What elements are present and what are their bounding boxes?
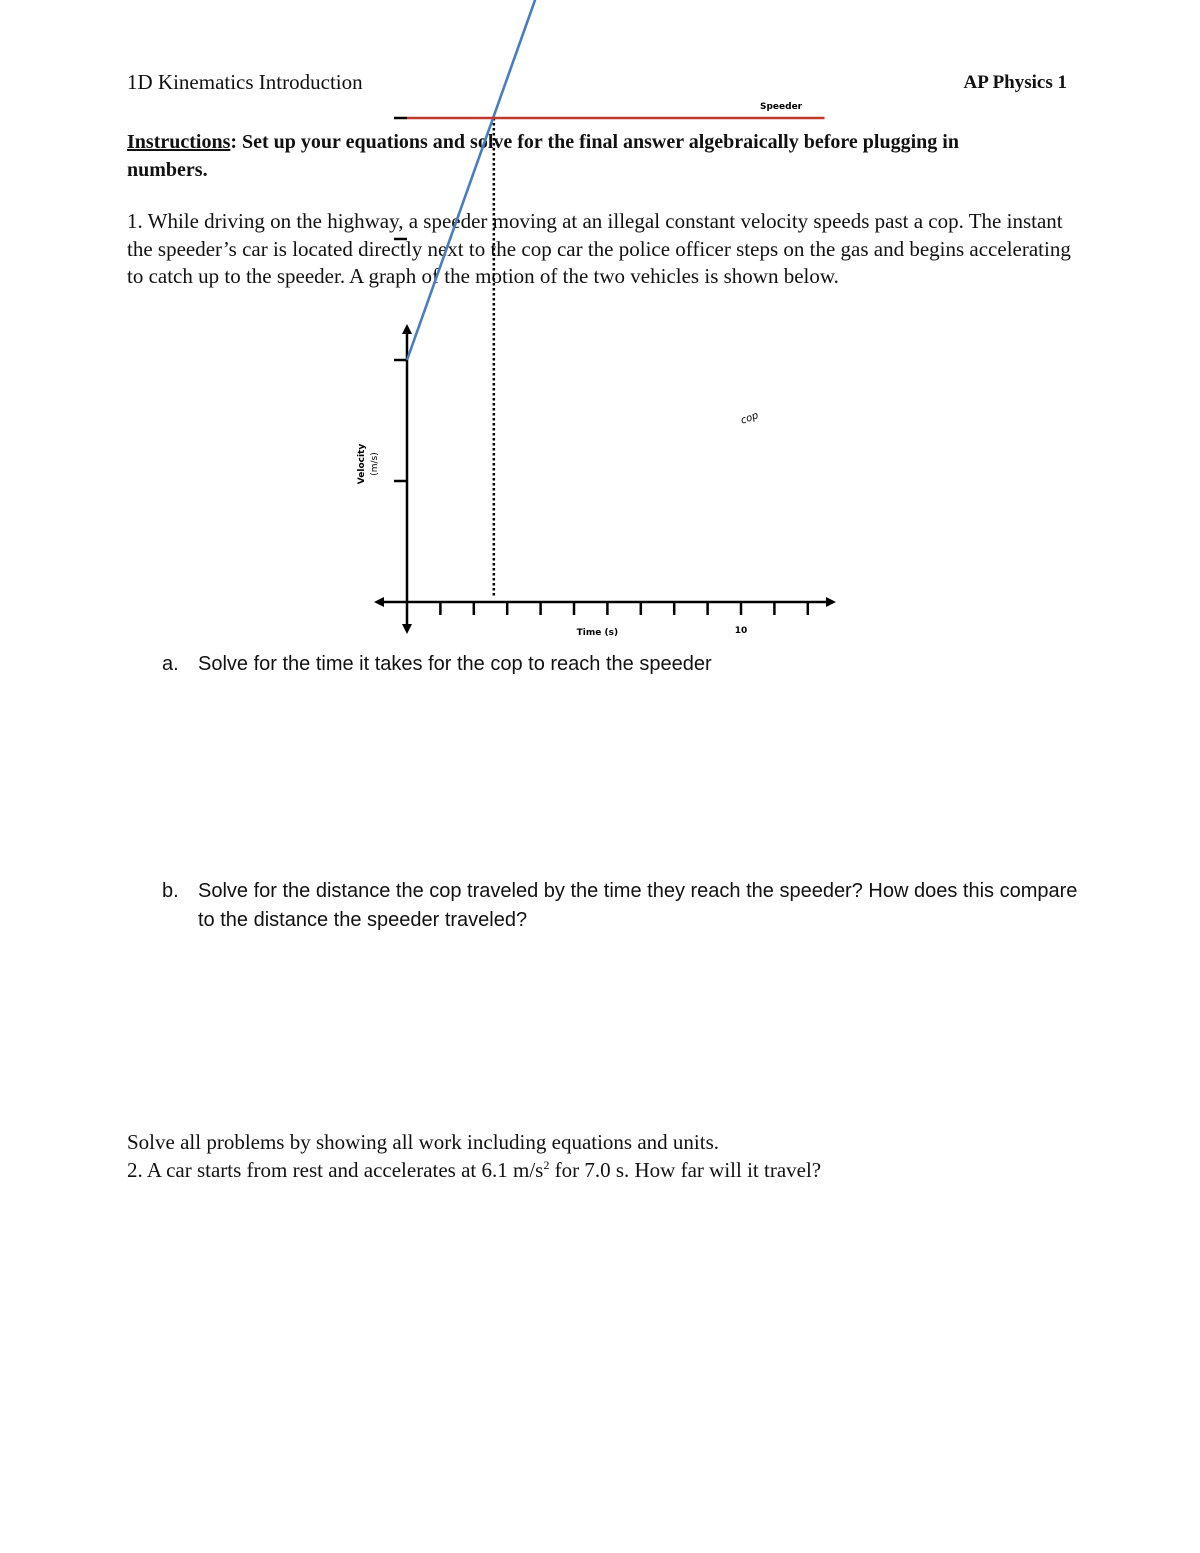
graph-ticks	[394, 0, 808, 615]
question-2-before: 2. A car starts from rest and accelerates at 6.1 m/s	[127, 1158, 544, 1182]
x-axis-arrow-right	[826, 597, 836, 607]
question-1-text: 1. While driving on the highway, a speeder moving at an illegal constant velocity speeds past a cop. The instant the speeder’s car is located directly next to the cop car the police officer steps on the gas and begins accelerating to catch up to the speeder. A graph of the motion of the two vehicles is shown below.	[127, 209, 1071, 288]
series-label-cop: cop	[739, 410, 761, 427]
instructions-label: Instructions	[127, 131, 231, 153]
graph-axes	[374, 324, 836, 634]
question-2-text	[127, 1156, 1087, 1184]
y-axis-label-line1: Velocity	[357, 443, 367, 485]
question-1a-text: Solve for the time it takes for the cop to reach the speeder	[198, 653, 712, 675]
graph-lines	[407, 0, 825, 598]
course-name: AP Physics 1	[963, 72, 1067, 93]
question-1b-text: Solve for the distance the cop traveled by the time they reach the speeder? How does this compare to the distance the speeder traveled?	[198, 880, 1078, 931]
y-axis-arrow-up	[402, 324, 412, 334]
series-label-speeder: Speeder	[760, 102, 803, 112]
instructions-text: : Set up your equations and solve for the final answer algebraically before plugging in numbers.	[127, 131, 959, 181]
question-1a-letter: a.	[162, 653, 179, 675]
question-1b-letter: b.	[162, 880, 179, 902]
question-1b	[162, 877, 1082, 937]
graph-labels	[357, 0, 803, 638]
x-tick-label: 10	[734, 626, 748, 636]
question-1a	[162, 650, 1082, 680]
y-axis-label-line2: (m/s)	[370, 452, 380, 476]
instructions	[127, 128, 1027, 184]
question-2-superscript: 2	[543, 1158, 550, 1172]
y-axis-arrow-down	[402, 624, 412, 634]
question-2-after: for 7.0 s. How far will it travel?	[549, 1158, 822, 1182]
x-axis-arrow-left	[374, 597, 384, 607]
section-2-intro: Solve all problems by showing all work including equations and units.	[127, 1130, 720, 1154]
document-title: 1D Kinematics Introduction	[127, 70, 363, 94]
section-2	[127, 1128, 1087, 1184]
x-axis-label: Time (s)	[576, 628, 619, 638]
